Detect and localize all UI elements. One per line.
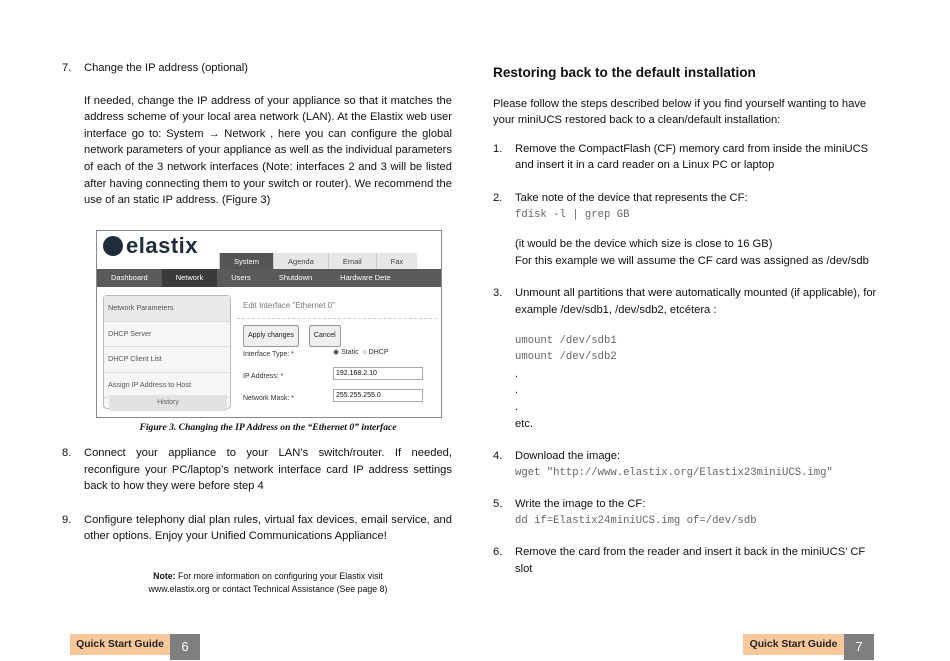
restore-step-6 — [493, 544, 881, 577]
command: umount /dev/sdb1 — [515, 334, 617, 347]
tab-email[interactable]: Email — [328, 253, 376, 270]
command: dd if=Elastix24miniUCS.img of=/dev/sdb — [515, 514, 757, 527]
history-button[interactable]: History — [109, 395, 227, 411]
step-text: Unmount all partitions that were automatically mounted (if applicable), for example /dev/sdb1, /dev/sdb2, etcétera : — [515, 287, 877, 316]
step-8 — [62, 445, 452, 495]
nav-shutdown[interactable]: Shutdown — [278, 273, 313, 282]
restore-step-2 — [493, 190, 881, 269]
step-number: 1. — [493, 142, 503, 155]
elastix-screenshot — [96, 230, 442, 418]
right-page — [493, 60, 881, 578]
ip-address-label: IP Address: * — [243, 373, 284, 380]
network-mask-input[interactable]: 255.255.255.0 — [333, 389, 423, 402]
footer-label-right: Quick Start Guide — [743, 634, 844, 655]
nav-network[interactable]: Network — [162, 269, 218, 287]
step-number: 8. — [62, 447, 72, 459]
restore-step-5 — [493, 496, 881, 529]
command: umount /dev/sdb2 — [515, 351, 617, 364]
sidebar-item-network-parameters[interactable]: Network Parameters — [104, 296, 230, 322]
apply-changes-button[interactable]: Apply changes — [243, 325, 299, 348]
cancel-button[interactable]: Cancel — [309, 325, 341, 348]
elastix-logo: elastix — [103, 236, 198, 256]
step-number: 3. — [493, 287, 503, 300]
page-number-right: 7 — [844, 634, 874, 660]
dhcp-radio[interactable]: ○ — [362, 349, 367, 356]
step-number: 6. — [493, 546, 503, 559]
tab-fax[interactable]: Fax — [376, 253, 418, 270]
static-radio[interactable]: ◉ — [333, 349, 340, 356]
top-tabs — [219, 253, 417, 270]
step-body: If needed, change the IP address of your appliance so that it matches the address scheme of your local area network (LAN). At the Elastix web user interface go to: System → Network , here you can configure the global network parameters of your appliance as well as the individual parameters of each of the 3 network interfaces (Note: interfaces 2 and 3 will be listed after having connecting them to your switch or router). We recommend the use of an static IP address. (Figure 3) — [84, 94, 452, 207]
step-text: Take note of the device that represents the CF: — [515, 191, 748, 204]
panel-title: Edit Interface "Ethernet 0" — [237, 295, 437, 319]
step-text: Connect your appliance to your LAN’s switch/router. If needed, reconfigure your PC/laptop’s network interface card IP address settings back to how they were before step 4 — [84, 447, 452, 493]
etc-text: etc. — [515, 417, 534, 430]
step-text: Write the image to the CF: — [515, 498, 646, 511]
step-note: For this example we will assume the CF card was assigned as /dev/sdb — [515, 254, 869, 267]
section-heading: Restoring back to the default installation — [493, 65, 756, 80]
restore-step-1 — [493, 141, 881, 174]
footer-label-left: Quick Start Guide — [70, 634, 170, 655]
restore-step-4 — [493, 448, 881, 481]
sidebar — [103, 295, 231, 409]
interface-type-label: Interface Type: * — [243, 351, 294, 358]
command: wget "http://www.elastix.org/Elastix23miniUCS.img" — [515, 466, 833, 479]
note — [96, 570, 440, 596]
tab-agenda[interactable]: Agenda — [273, 253, 328, 270]
step-text: Configure telephony dial plan rules, virtual fax devices, email service, and other options. Enjoy your Unified Communications Appliance! — [84, 513, 452, 543]
ellipsis-dot: . — [515, 384, 519, 397]
step-note: (it would be the device which size is close to 16 GB) — [515, 238, 773, 251]
step-7 — [62, 60, 452, 209]
nav-users[interactable]: Users — [231, 273, 251, 282]
step-number: 2. — [493, 191, 503, 204]
note-label: Note: — [153, 571, 176, 581]
nav-hardware[interactable]: Hardware Dete — [340, 273, 391, 282]
note-line-2: www.elastix.org or contact Technical Assistance (See page 8) — [148, 584, 388, 594]
screenshot-header — [97, 231, 441, 269]
step-number: 5. — [493, 498, 503, 511]
intro-text: Please follow the steps described below if you find yourself wanting to have your miniUCS restored back to a clean/default installation: — [493, 97, 867, 127]
step-number: 9. — [62, 513, 72, 526]
ip-address-input[interactable]: 192.168.2.10 — [333, 367, 423, 380]
step-title: Change the IP address (optional) — [84, 62, 248, 74]
edit-interface-panel — [237, 295, 437, 411]
step-number: 4. — [493, 450, 503, 463]
ellipsis-dot: . — [515, 367, 519, 380]
note-text: For more information on configuring your Elastix visit — [175, 571, 383, 581]
step-text: Remove the card from the reader and insert it back in the miniUCS’ CF slot — [515, 546, 866, 576]
step-number: 7. — [62, 62, 72, 74]
sidebar-item-assign-ip[interactable]: Assign IP Address to Host — [104, 373, 230, 399]
network-mask-label: Network Mask: * — [243, 395, 294, 402]
sidebar-item-dhcp-client-list[interactable]: DHCP Client List — [104, 347, 230, 373]
left-steps — [62, 445, 452, 545]
command: fdisk -l | grep GB — [515, 208, 630, 221]
step-text: Download the image: — [515, 450, 621, 463]
step-9 — [62, 512, 452, 545]
logo-icon — [103, 236, 123, 256]
left-page — [62, 60, 452, 209]
nav-dashboard[interactable]: Dashboard — [111, 273, 148, 282]
sidebar-item-dhcp-server[interactable]: DHCP Server — [104, 322, 230, 348]
restore-step-3 — [493, 285, 881, 432]
figure-caption: Figure 3. Changing the IP Address on the “Ethernet 0” interface — [139, 422, 397, 433]
interface-type-radios: ◉ Static ○ DHCP — [333, 349, 389, 356]
step-text: Remove the CompactFlash (CF) memory card from inside the miniUCS and insert it in a card reader on a Linux PC or laptop — [515, 142, 869, 172]
tab-system[interactable]: System — [219, 253, 273, 270]
page-number-left: 6 — [170, 634, 200, 660]
sub-nav — [97, 269, 441, 287]
ellipsis-dot: . — [515, 400, 519, 413]
